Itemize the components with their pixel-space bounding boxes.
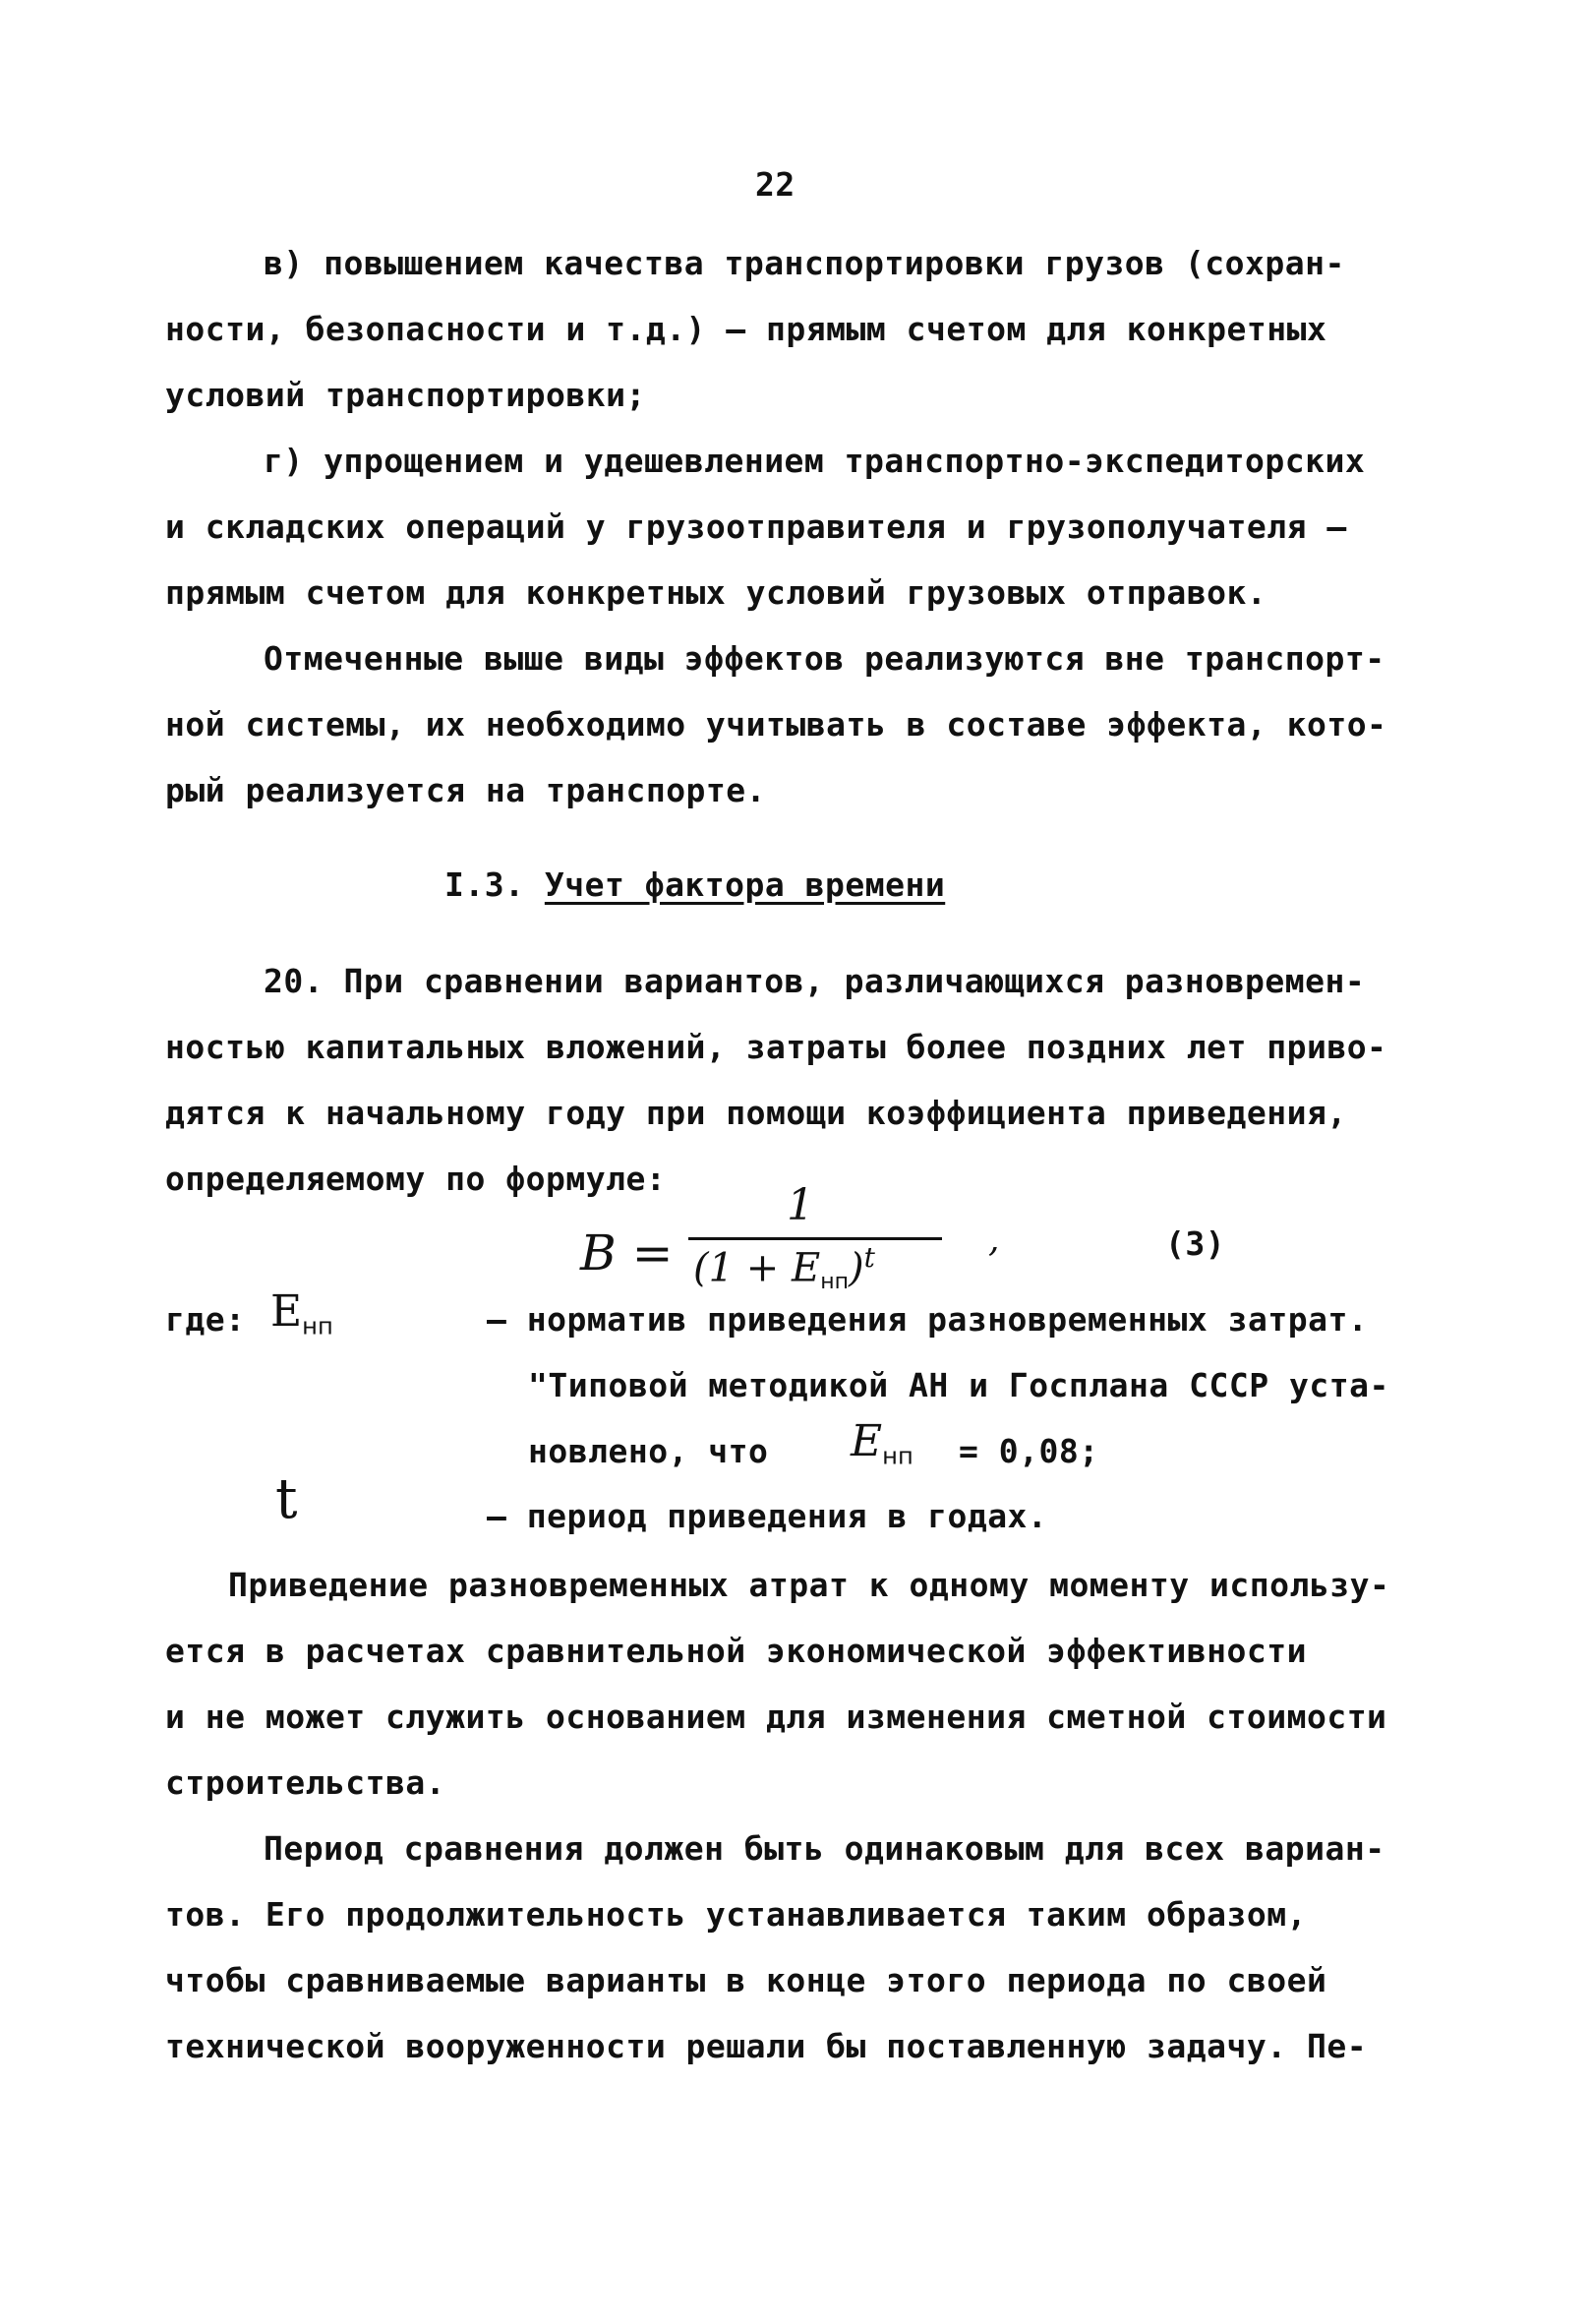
where-symbol-t: t: [275, 1467, 298, 1531]
para-note-line-3: рый реализуется на транспорте.: [165, 771, 767, 809]
para-period-line-2: тов. Его продолжительность устанавливается таким образом,: [165, 1895, 1307, 1934]
value-symbol-enp: [851, 1416, 913, 1469]
formula-numerator: 1: [787, 1180, 814, 1230]
where-def1-line-1: – норматив приведения разновременных затрат.: [487, 1300, 1369, 1339]
section-heading: [444, 865, 945, 904]
para-20-line-4: определяемому по формуле:: [165, 1160, 667, 1198]
para-20-line-2: ностью капитальных вложений, затраты более поздних лет приво-: [165, 1028, 1387, 1066]
formula-lhs: B =: [580, 1224, 674, 1281]
para-g-line-1: г) упрощением и удешевлением транспортно-экспедиторских: [264, 442, 1366, 480]
para-period-line-1: Период сравнения должен быть одинаковым для всех вариан-: [264, 1829, 1385, 1868]
para-note-line-1: Отмеченные выше виды эффектов реализуются вне транспорт-: [264, 639, 1385, 678]
formula-comma: ,: [988, 1220, 1000, 1260]
where-symbol-enp: [270, 1286, 333, 1340]
formula-number: (3): [1165, 1224, 1226, 1263]
para-v-line-3: условий транспортировки;: [165, 376, 646, 414]
denominator-close: ): [848, 1245, 864, 1291]
para-priv-line-2: ется в расчетах сравнительной экономической эффективности: [165, 1632, 1307, 1670]
para-priv-line-4: строительства.: [165, 1763, 446, 1802]
formula-denominator: [693, 1241, 875, 1294]
where-def1-line-3-start: новлено, что: [528, 1432, 769, 1470]
where-label: где:: [165, 1300, 246, 1339]
para-period-line-3: чтобы сравниваемые варианты в конце этого периода по своей: [165, 1961, 1327, 1999]
para-priv-line-3: и не может служить основанием для изменения сметной стоимости: [165, 1698, 1387, 1736]
fraction-bar: [688, 1237, 942, 1240]
para-v-line-2: ности, безопасности и т.д.) – прямым счетом для конкретных: [165, 310, 1327, 348]
where-def2: – период приведения в годах.: [487, 1497, 1048, 1535]
section-number: I.3.: [444, 865, 525, 904]
para-g-line-2: и складских операций у грузоотправителя и грузополучателя –: [165, 507, 1347, 546]
enp-sub: нп: [302, 1312, 333, 1341]
para-g-line-3: прямым счетом для конкретных условий грузовых отправок.: [165, 573, 1267, 612]
para-note-line-2: ной системы, их необходимо учитывать в составе эффекта, кото-: [165, 705, 1387, 744]
para-period-line-4: технической вооруженности решали бы поставленную задачу. Пе-: [165, 2027, 1368, 2065]
enp-base: E: [270, 1286, 303, 1337]
where-def1-line-2: "Типовой методикой АН и Госплана СССР уста-: [528, 1366, 1389, 1404]
value-enp-sub: нп: [882, 1442, 913, 1470]
para-v-line-1: в) повышением качества транспортировки грузов (сохран-: [264, 244, 1345, 282]
denominator-exp: t: [863, 1241, 875, 1274]
section-title: Учет фактора времени: [544, 865, 946, 904]
denominator-sub: нп: [820, 1270, 849, 1295]
para-20-line-1: 20. При сравнении вариантов, различающихся разновремен-: [264, 962, 1366, 1000]
where-def1-line-3-end: = 0,08;: [959, 1432, 1099, 1470]
para-priv-line-1: Приведение разновременных атрат к одному моменту использу-: [228, 1566, 1390, 1604]
value-enp-base: E: [851, 1416, 883, 1466]
denominator-base: (1 + E: [693, 1245, 821, 1291]
para-20-line-3: дятся к начальному году при помощи коэффициента приведения,: [165, 1094, 1347, 1132]
page-number: 22: [755, 165, 796, 204]
